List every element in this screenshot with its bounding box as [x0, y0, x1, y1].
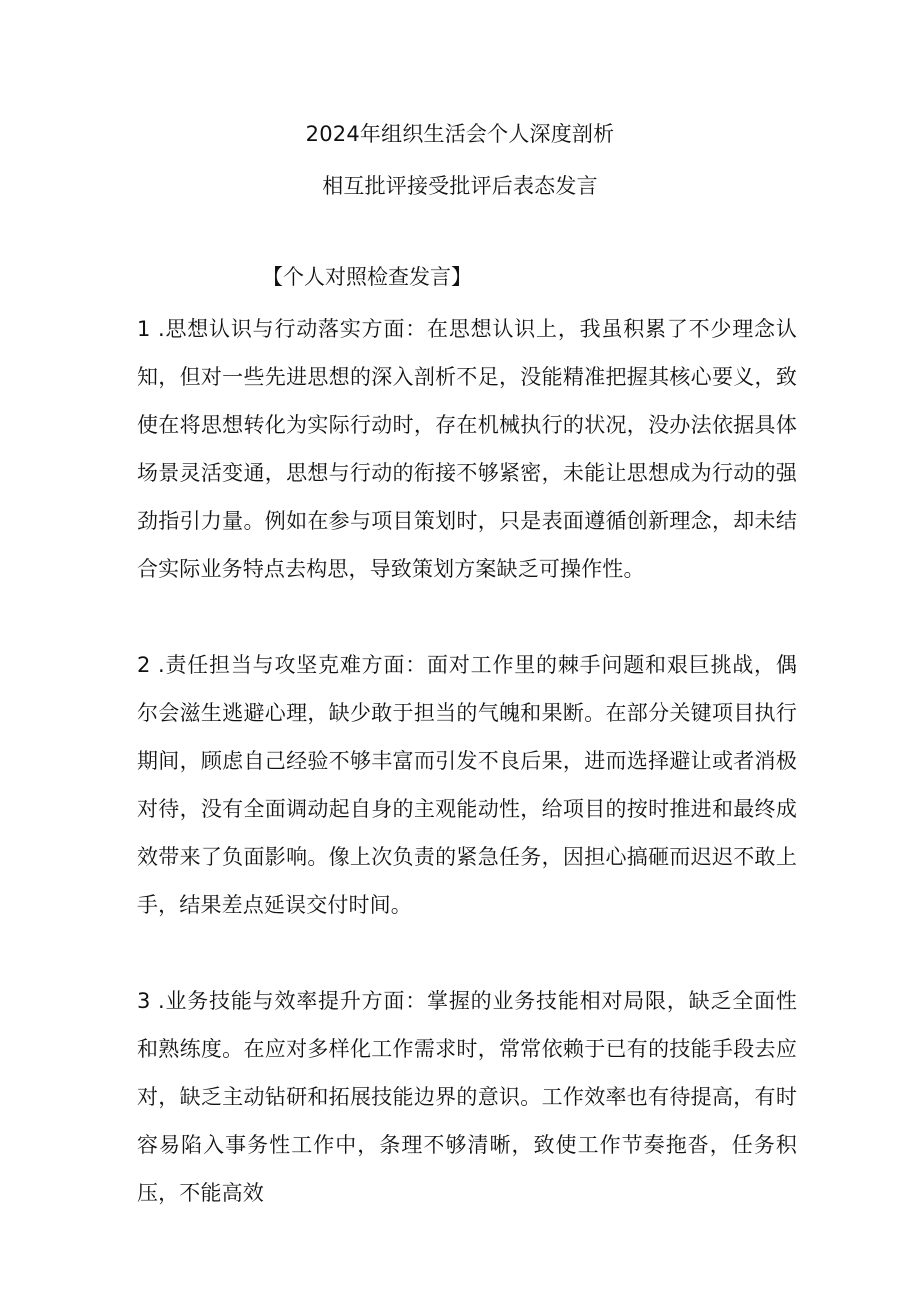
section-heading: 【个人对照检查发言】: [262, 265, 472, 289]
paragraph-responsibility: 2 .责任担当与攻坚克难方面：面对工作里的棘手问题和艰巨挑战，偶尔会滋生逃避心理，缺少敢于担当的气魄和果断。在部分关键项目执行期间，顾虑自己经验不够丰富而引发不良后果，进而选择避让或者消极对待，没有全面调动起自身的主观能动性，给项目的按时推进和最终成效带来了负面影响。像上次负责的紧急任务，因担心搞砸而迟迟不敢上手，结果差点延误交付时间。: [137, 653, 797, 917]
document-subtitle: 相互批评接受批评后表态发言: [322, 174, 598, 198]
paragraph-thought-and-action: 1 .思想认识与行动落实方面：在思想认识上，我虽积累了不少理念认知，但对一些先进思想的深入剖析不足，没能精准把握其核心要义，致使在将思想转化为实际行动时，存在机械执行的状况，没办法依据具体场景灵活变通，思想与行动的衔接不够紧密，未能让思想成为行动的强劲指引力量。例如在参与项目策划时，只是表面遵循创新理念，却未结合实际业务特点去构思，导致策划方案缺乏可操作性。: [137, 317, 797, 581]
paragraph-skills-efficiency: 3 .业务技能与效率提升方面：掌握的业务技能相对局限，缺乏全面性和熟练度。在应对多样化工作需求时，常常依赖于已有的技能手段去应对，缺乏主动钻研和拓展技能边界的意识。工作效率也有待提高，有时容易陷入事务性工作中，条理不够清晰，致使工作节奏拖沓，任务积压，不能高效: [137, 989, 797, 1205]
document-title: 2024年组织生活会个人深度剖析: [305, 122, 615, 146]
